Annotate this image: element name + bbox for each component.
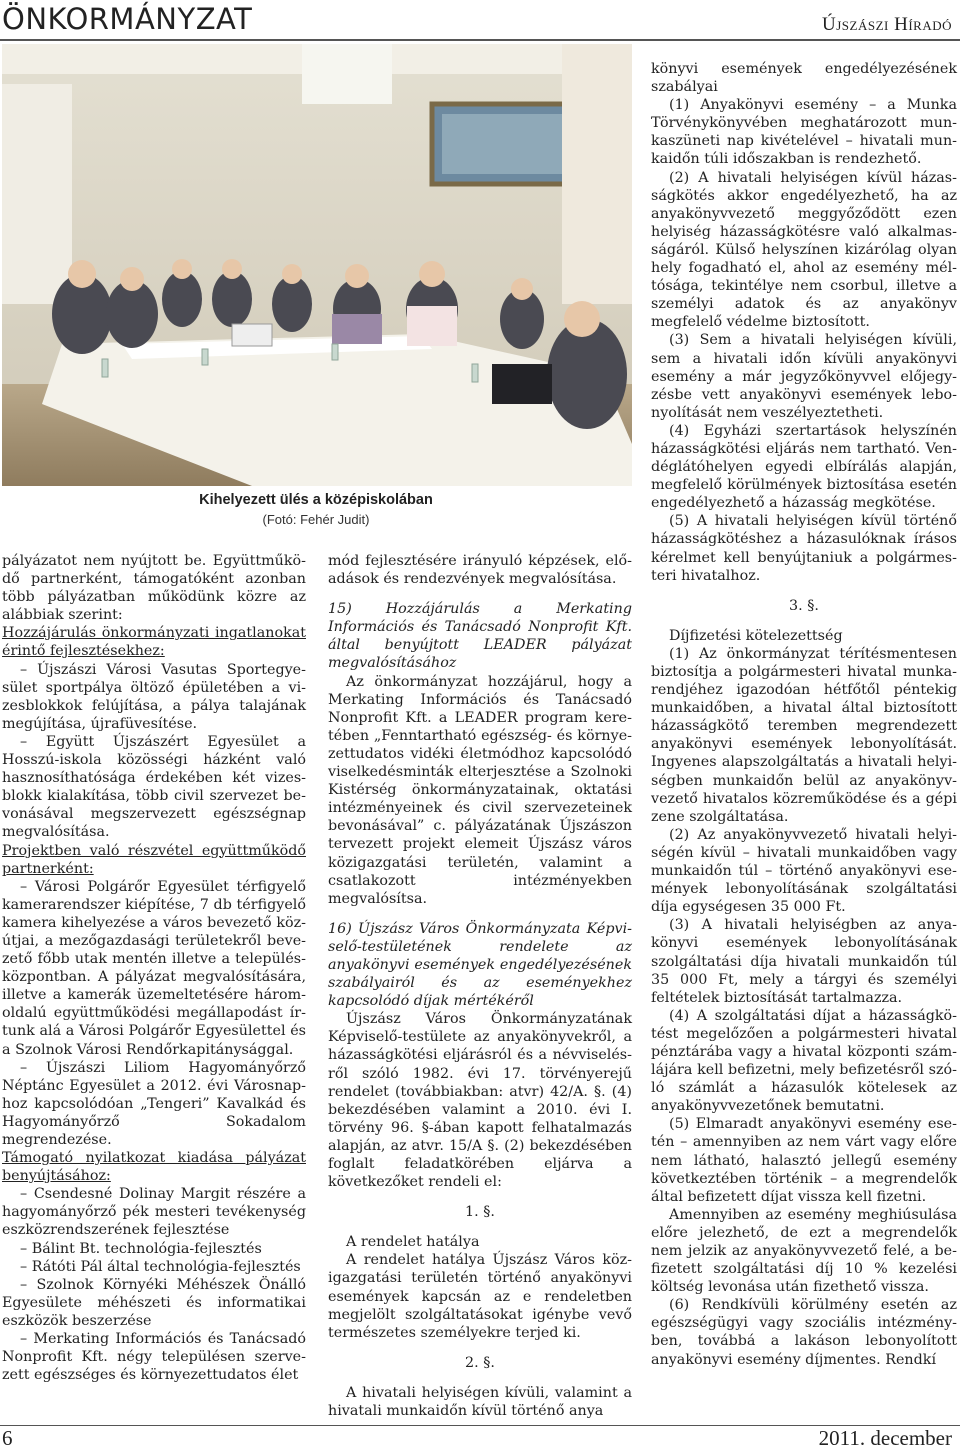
subheading: Hozzájárulás önkormányzati ingatlanokat érintő fejlesztésekhez: — [2, 625, 306, 660]
list-item: – Szolnok Környéki Méhészek Önálló Egyesülete méhészeti és informatikai eszközök beszerzése — [2, 1276, 306, 1329]
publication-name: Újszászi Híradó — [822, 14, 952, 35]
photo-caption: Kihelyezett ülés a középiskolában — [199, 492, 433, 508]
paragraph: Az önkormányzat hozzájárul, hogy a Merkating Információs és Tanácsadó Nonprofit Kft. a LEADER program keretében „Fenntartható egészség- és környezettudatos vidéki életmódhoz kapcsolódó viselkedésminták elterjesztése a Szolnoki Kistérség önkormányzatainak, oktatási intézményeinek és civil szervezeteinek bevonásával” c. pályázatának Újszászon tervezett projekt elemeit Újszász város közigazgatási területén, valamint a csatlakozott intézményekben megvalósítsa. — [328, 673, 632, 907]
paragraph: (2) Az anyakönyvvezető hivatali helyiségén kívül – hivatali munkaidőben vagy munkaidőn túl – történő anyakönyvi események lebonyolításának szolgáltatási díja egységesen 35 000 Ft. — [651, 826, 957, 916]
paragraph: (3) A hivatali helyiségben az anyakönyvi események lebonyolításának szolgáltatási díja hivatali munkaidőn túl 35 000 Ft, mely a tárgyi és személyi feltételek biztosítását tartalmazza. — [651, 917, 957, 1006]
meeting-photo — [2, 44, 632, 486]
paragraph: Amennyiben az esemény meghiúsulása előre jelezhető, de ezt a megrendelők nem jelzik az anyakönyvvezető felé, a befizetett szolgáltatási díj 10 % kezelési költség levonása után fizethető vissza. — [651, 1206, 957, 1296]
section-number: 1. §. — [465, 1204, 495, 1221]
section-heading: 16) Újszász Város Önkormányzata Képviselő-testületének rendelete az anyakönyvi események engedélyezésének szabályairól és az eseményekhez kapcsolódó díjak mértékéről — [328, 920, 632, 1010]
section-heading: 15) Hozzájárulás a Merkating Információs és Tanácsadó Nonprofit Kft. által benyújtott LEADER pályázat megvalósításához — [328, 601, 632, 672]
subheading: Projektben való részvétel együttműködő partnerként: — [2, 842, 306, 877]
paragraph: (1) Anyakönyvi esemény – a Munka Törvénykönyvében meghatározott munkaszüneti nap kivételével – hivatali munkaidőn túli időszakban is rendezhető. — [651, 97, 957, 168]
header-divider — [0, 39, 960, 41]
list-item: – Bálint Bt. technológia-fejlesztés — [20, 1240, 262, 1257]
column-3 — [651, 60, 957, 1369]
paragraph: könyvi események engedélyezésének szabályai — [651, 61, 957, 96]
paragraph: Újszász Város Önkormányzatának Képviselő-testülete az anyakönyvekről, a házasságkötési eljárásról és a névviselésről szóló 1982. évi 17. törvényerejű rendelet (továbbiakban: atvr) 42/A. §. (4) bekezdésében valamint a 2010. évi I. törvény 96. §-ában kapott felhatalmazás alapján, az atvr. 15/A §. (2) bekezdésében foglalt feladatkörében eljárva a következőket rendeli el: — [328, 1011, 632, 1191]
paragraph: A hivatali helyiségen kívüli, valamint a hivatali munkaidőn kívül történő anya — [328, 1384, 632, 1420]
list-item: – Városi Polgárőr Egyesület térfigyelő kamerarendszer kiépítése, 7 db térfigyelő kamera kihelyezése a város bevezető közútjai, a mezőgazdasági területekről bevezető főbb utak mentén illetve a településközpontban. A pályázat megvalósítására, illetve a kamerák üzemeltetésére háromoldalú együttműködési megállapodást írtunk alá a Városi Polgárőr Egyesülettel és a Szolnok Városi Rendőrkapitánysággal. — [2, 878, 306, 1058]
paragraph: (6) Rendkívüli körülmény esetén az egészségügyi vagy szociális intézményben, továbbá a lakáson lebonyolított anyakönyvi esemény díjmentes. Rendkí — [651, 1297, 957, 1368]
list-item: – Rátóti Pál által technológia-fejlesztés — [20, 1258, 301, 1275]
section-number: 3. §. — [789, 597, 819, 614]
section-title: A rendelet hatálya — [346, 1234, 480, 1251]
section-title: Díjfizetési kötelezettség — [669, 627, 843, 644]
section-title: ÖNKORMÁNYZAT — [2, 2, 253, 36]
footer-divider — [0, 1425, 960, 1426]
paragraph: (1) Az önkormányzat térítésmentesen biztosítja a polgármesteri hivatal munkarendjéhez igazodóan hétfőtől péntekig munkaidőben, a hivatal által biztosított házasságkötő teremben megrendezett anyakönyvi események lebonyolítását. Ingyenes alapszolgáltatás a hivatali helyiségben munkaidőn belül az anyakönyvvezető hivatalos közreműködése és a gépi zene szolgáltatása. — [651, 645, 957, 825]
page-number: 6 — [2, 1426, 13, 1450]
column-2 — [328, 552, 632, 1420]
paragraph: (4) A szolgáltatási díjat a házasságkötést megelőzően a polgármesteri hivatal pénztárába vagy a hivatal központi számlájára kell befizetni, mely befizetésről szóló számlát a házasulók kötelesek az anyakönyvvezetőnek bemutatni. — [651, 1007, 957, 1115]
section-number: 2. §. — [465, 1354, 495, 1371]
paragraph: (5) A hivatali helyiségen kívül történő házasságkötéshez a házasulóknak írásos kérelmet kell benyújtaniuk a polgármesteri hivatalhoz. — [651, 513, 957, 584]
paragraph: pályázatot nem nyújtott be. Együttműködő partnerként, támogatóként azonban több pályázatban működünk közre az alábbiak szerint: — [2, 553, 306, 624]
paragraph: (2) A hivatali helyiségen kívül házasságkötés akkor engedélyezhető, ha az anyakönyvvezető meggyőződött ezen helyiség házasságkötésre való alkalmasságáról. Külső helyszínen kizárólag olyan hely fogadható el, ahol az esemény méltósága, tekintélye nem csorbul, illetve a személyi adatok és az anyakönyv megfelelő védelme biztosított. — [651, 169, 957, 331]
column-1 — [2, 552, 306, 1384]
list-item: – Együtt Újszászért Egyesület a Hosszú-iskola közösségi házként való hasznosíthatósága érdekében két vizesblokk kialakítása, több civil szervezet bevonásával megszervezett egészségnap megvalósítása. — [2, 733, 306, 841]
list-item: – Merkating Információs és Tanácsadó Nonprofit Kft. négy településen szervezett egészséges és környezettudatos élet — [2, 1331, 306, 1384]
paragraph: A rendelet hatálya Újszász Város közigazgatási területén történő anyakönyvi események kapcsán az e rendeletben megjelölt szolgáltatásokat igénybe vevő természetes személyekre terjed ki. — [328, 1252, 632, 1341]
issue-date: 2011. december — [818, 1426, 952, 1450]
list-item: – Csendesné Dolinay Margit részére a hagyományőrző pék mesteri tevékenység eszközrendszerének fejlesztése — [2, 1186, 306, 1239]
list-item: – Újszászi Liliom Hagyományőrző Néptánc Egyesület a 2012. évi Városnaphoz kapcsolódóan „Tengeri” Kavalkád és Hagyományőrző Sokadalom megrendezése. — [2, 1059, 306, 1148]
paragraph: mód fejlesztésére irányuló képzések, előadások és rendezvények megvalósítása. — [328, 553, 632, 588]
paragraph: (5) Elmaradt anyakönyvi esemény esetén – amennyiben az nem várt vagy előre nem látható, halasztó jellegű esemény következtében történik – a megrendelők által befizetett díjat vissza kell fizetni. — [651, 1116, 957, 1205]
paragraph: (4) Egyházi szertartások helyszínén házasságkötési eljárás nem tartható. Vendéglátóhelyen egyedi elbírálás alapján, megfelelő körülmények biztosítása esetén engedélyezhető a házasság megkötése. — [651, 422, 957, 512]
subheading: Támogató nyilatkozat kiadása pályázat benyújtásához: — [2, 1150, 306, 1185]
list-item: – Újszászi Városi Vasutas Sportegyesület sportpálya öltöző épületében a vizesblokkok felújítása, a pálya talajának megújítása, újrafüvesítése. — [2, 661, 306, 732]
paragraph: (3) Sem a hivatali helyiségen kívüli, sem a hivatali időn kívüli anyakönyvi esemény a már jegyzőkönyvvel előjegyzésbe vett anyakönyvi események lebonyolítását nem veszélyeztetheti. — [651, 332, 957, 421]
photo-credit: (Fotó: Fehér Judit) — [262, 512, 370, 527]
